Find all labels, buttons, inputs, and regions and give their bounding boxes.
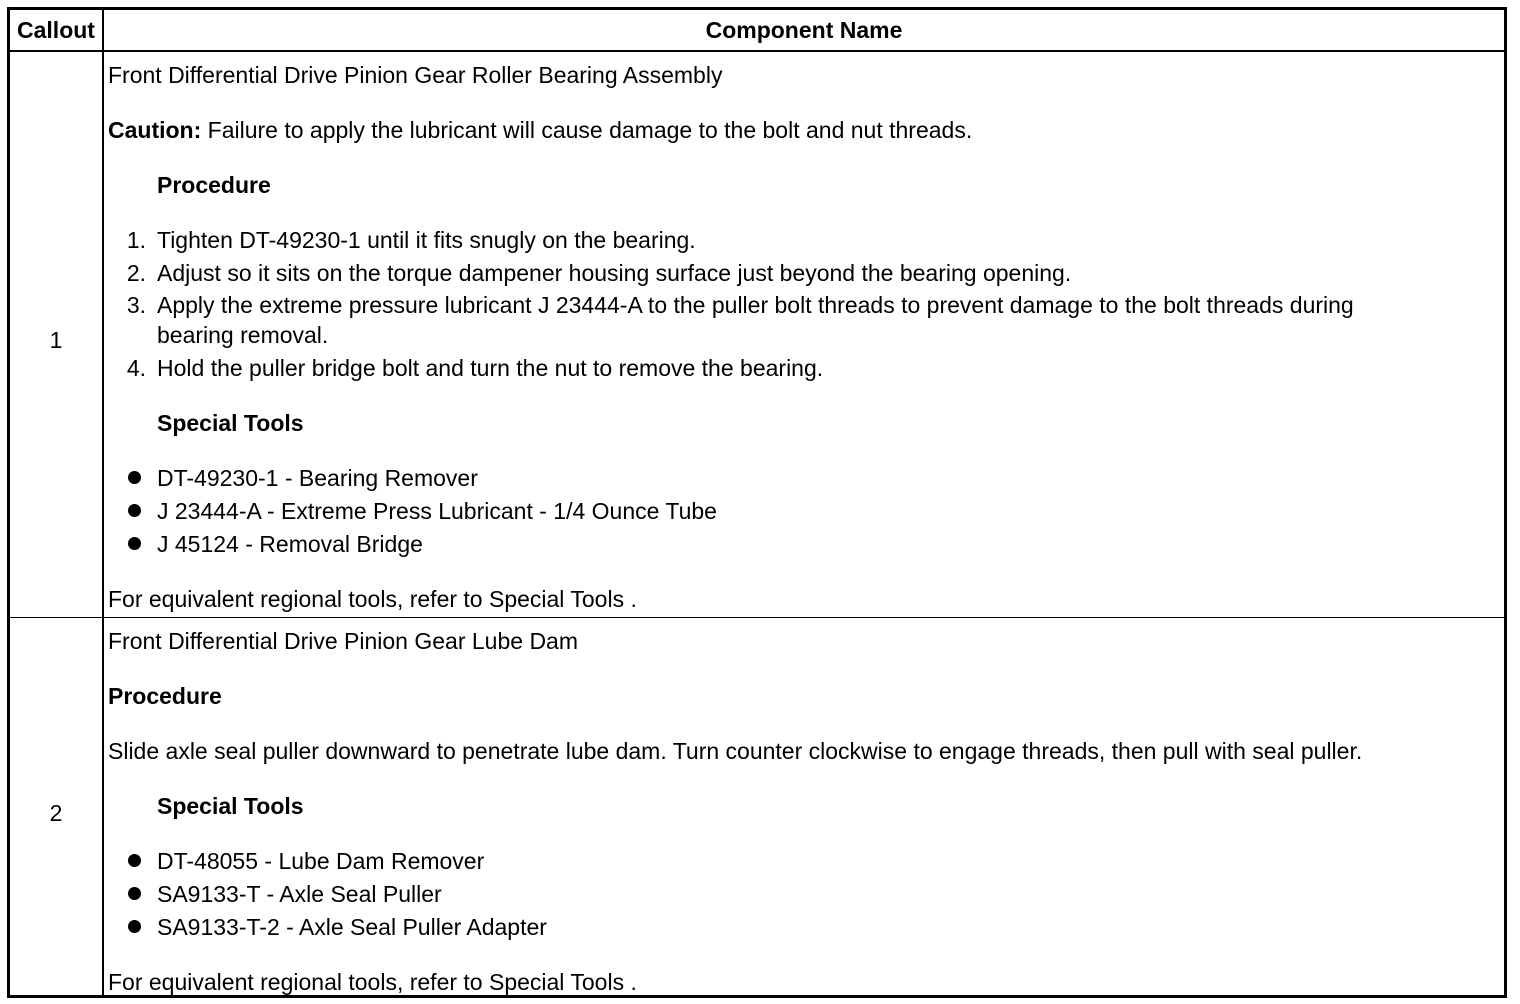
- special-tools-heading: Special Tools: [157, 410, 304, 436]
- callout-number: 2: [49, 800, 63, 826]
- step-number: 3.: [126, 292, 146, 318]
- callout-cell: [10, 618, 104, 995]
- table-row: [10, 618, 1504, 995]
- component-cell: [104, 52, 1504, 617]
- bullet-icon: [128, 920, 141, 933]
- tool-item: J 23444-A - Extreme Press Lubricant - 1/4 Ounce Tube: [157, 498, 717, 524]
- callout-column-header: Callout: [10, 10, 104, 50]
- callout-number: 1: [49, 327, 63, 353]
- regional-tools-note: For equivalent regional tools, refer to Special Tools .: [108, 969, 637, 995]
- component-name-column-header: Component Name: [705, 17, 903, 43]
- bullet-icon: [128, 471, 141, 484]
- procedure-text: Slide axle seal puller downward to penetrate lube dam. Turn counter clockwise to engage threads, then pull with seal puller.: [108, 738, 1363, 764]
- step-number: 4.: [126, 355, 146, 381]
- step-text: Hold the puller bridge bolt and turn the nut to remove the bearing.: [157, 355, 824, 381]
- bullet-icon: [128, 537, 141, 550]
- tool-item: DT-48055 - Lube Dam Remover: [157, 848, 485, 874]
- bullet-icon: [128, 854, 141, 867]
- component-table: [7, 7, 1507, 998]
- caution-label: Caution:: [108, 117, 202, 143]
- callout-cell: [10, 52, 104, 617]
- step-text-continued: bearing removal.: [157, 322, 329, 348]
- component-title: Front Differential Drive Pinion Gear Roller Bearing Assembly: [108, 62, 723, 88]
- caution-text: Failure to apply the lubricant will cause damage to the bolt and nut threads.: [201, 117, 973, 143]
- step-text: Adjust so it sits on the torque dampener housing surface just beyond the bearing opening.: [157, 260, 1072, 286]
- procedure-heading: Procedure: [157, 172, 271, 198]
- step-text: Tighten DT-49230-1 until it fits snugly on the bearing.: [157, 227, 696, 253]
- tool-item: J 45124 - Removal Bridge: [157, 531, 423, 557]
- component-title: Front Differential Drive Pinion Gear Lube Dam: [108, 628, 579, 654]
- component-cell: [104, 618, 1504, 995]
- step-text: Apply the extreme pressure lubricant J 23444-A to the puller bolt threads to prevent damage to the bolt threads during: [157, 292, 1354, 318]
- tool-item: SA9133-T - Axle Seal Puller: [157, 881, 442, 907]
- table-header: [10, 10, 1504, 52]
- step-number: 1.: [126, 227, 146, 253]
- tool-item: SA9133-T-2 - Axle Seal Puller Adapter: [157, 914, 547, 940]
- procedure-heading: Procedure: [108, 683, 222, 709]
- bullet-icon: [128, 887, 141, 900]
- special-tools-heading: Special Tools: [157, 793, 304, 819]
- step-number: 2.: [126, 260, 146, 286]
- tool-item: DT-49230-1 - Bearing Remover: [157, 465, 478, 491]
- regional-tools-note: For equivalent regional tools, refer to Special Tools .: [108, 586, 637, 612]
- table-row: [10, 52, 1504, 618]
- bullet-icon: [128, 504, 141, 517]
- caution-note: [108, 115, 972, 145]
